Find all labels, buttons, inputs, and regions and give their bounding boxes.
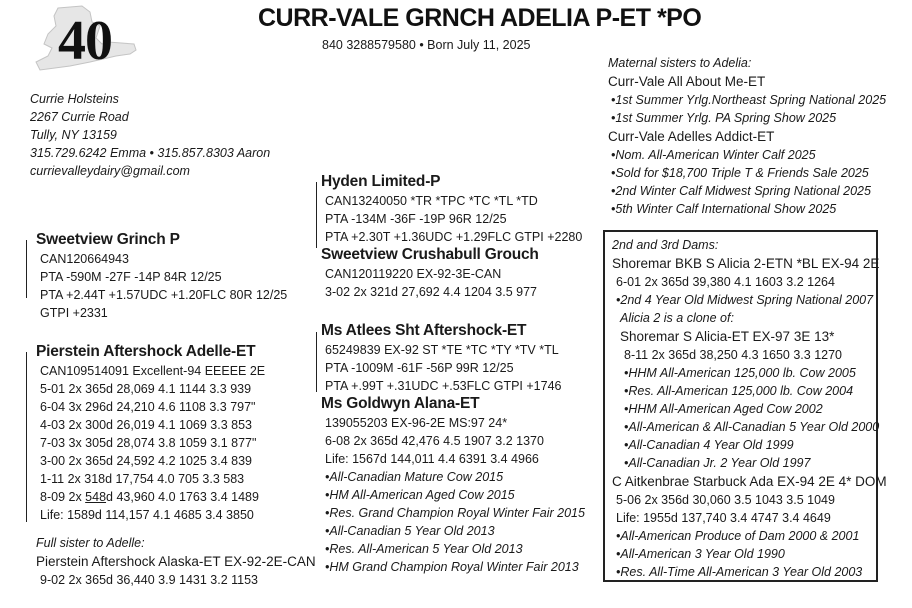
dam-record: 7-03 3x 305d 28,074 3.8 1059 3.1 877"	[40, 436, 257, 450]
clone-award: •Res. All-American 125,000 lb. Cow 2004	[624, 384, 854, 398]
dam-record: 3-00 2x 365d 24,592 4.2 1025 3.4 839	[40, 454, 252, 468]
sires-sire-reg: CAN13240050 *TR *TPC *TC *TL *TD	[325, 194, 538, 208]
page-title: CURR-VALE GRNCH ADELIA P-ET *PO	[258, 4, 702, 32]
sire-reg: CAN120664943	[40, 252, 129, 266]
clone-award: •All-Canadian Jr. 2 Year Old 1997	[624, 456, 811, 470]
sister-1-name: Curr-Vale All About Me-ET	[608, 74, 766, 89]
full-sister-block	[36, 534, 316, 589]
clone-award: •HHM All-American Aged Cow 2002	[624, 402, 823, 416]
sister-2-award: •Sold for $18,700 Triple T & Friends Sale 2025	[611, 166, 869, 180]
dams-dam-reg: 139055203 EX-96-2E MS:97 24*	[325, 416, 508, 430]
dams-dam-award: •All-Canadian 5 Year Old 2013	[325, 524, 495, 538]
sires-dam-block	[321, 245, 539, 301]
second-third-dams	[612, 236, 887, 581]
registration-birth-date: 840 3288579580 • Born July 11, 2025	[322, 38, 531, 52]
clone-note: Alicia 2 is a clone of:	[620, 311, 734, 325]
dams-dam-record: 6-08 2x 365d 42,476 4.5 1907 3.2 1370	[325, 434, 544, 448]
dam-record: 1-11 2x 318d 17,754 4.0 705 3.3 583	[40, 472, 245, 486]
sires-sire-block	[321, 172, 582, 246]
dam-block	[36, 342, 265, 524]
consignor-info	[30, 90, 270, 180]
full-sister-name: Pierstein Aftershock Alaska-ET EX-92-2E-CAN	[36, 554, 316, 569]
dams-dam-award: •HM All-American Aged Cow 2015	[325, 488, 515, 502]
third-dam-award: •All-American 3 Year Old 1990	[616, 547, 785, 561]
third-dam-record: 5-06 2x 356d 30,060 3.5 1043 3.5 1049	[616, 493, 835, 507]
sires-dam-reg: CAN120119220 EX-92-3E-CAN	[325, 267, 502, 281]
third-dam-award: •Res. All-Time All-American 3 Year Old 2003	[616, 565, 863, 579]
sires-sire-name: Hyden Limited-P	[321, 173, 441, 190]
clone-award: •All-Canadian 4 Year Old 1999	[624, 438, 794, 452]
third-dam-award: •All-American Produce of Dam 2000 & 2001	[616, 529, 860, 543]
second-dam-name: Shoremar BKB S Alicia 2-ETN *BL EX-94 2E	[612, 256, 880, 271]
sire-pta: PTA -590M -27F -14P 84R 12/25	[40, 270, 222, 284]
dams-dam-name: Ms Goldwyn Alana-ET	[321, 395, 480, 412]
dams-dam-award: •Res. All-American 5 Year Old 2013	[325, 542, 523, 556]
clone-record: 8-11 2x 365d 38,250 4.3 1650 3.3 1270	[624, 348, 843, 362]
sister-2-award: •2nd Winter Calf Midwest Spring National 2025	[611, 184, 871, 198]
sires-sire-pta: PTA -134M -36F -19P 96R 12/25	[325, 212, 507, 226]
sister-1-award: •1st Summer Yrlg. PA Spring Show 2025	[611, 111, 837, 125]
dam-record-days: 548	[85, 490, 107, 504]
dams-dam-award: •All-Canadian Mature Cow 2015	[325, 470, 504, 484]
sister-2-award: •Nom. All-American Winter Calf 2025	[611, 148, 816, 162]
sire-pta-type: PTA +2.44T +1.57UDC +1.20FLC 80R 12/25	[40, 288, 288, 302]
consignor-street: 2267 Currie Road	[30, 110, 129, 124]
consignor-city: Tully, NY 13159	[30, 128, 117, 142]
dams-dam-award: •HM Grand Champion Royal Winter Fair 2013	[325, 560, 579, 574]
sire-block	[36, 230, 287, 322]
full-sister-record: 9-02 2x 365d 36,440 3.9 1431 3.2 1153	[40, 573, 259, 587]
sires-dam-name: Sweetview Crushabull Grouch	[321, 246, 539, 263]
pedigree-line	[26, 240, 27, 298]
dams-sire-reg: 65249839 EX-92 ST *TE *TC *TY *TV *TL	[325, 343, 559, 357]
sister-2-award: •5th Winter Calf International Show 2025	[611, 202, 837, 216]
dam-record: 4-03 2x 300d 26,019 4.1 1069 3.3 853	[40, 418, 252, 432]
pedigree-line	[26, 352, 27, 522]
sire-name: Sweetview Grinch P	[36, 231, 180, 248]
dam-name: Pierstein Aftershock Adelle-ET	[36, 343, 256, 360]
maternal-heading: Maternal sisters to Adelia:	[608, 56, 752, 70]
dam-lifetime: Life: 1589d 114,157 4.1 4685 3.4 3850	[40, 508, 254, 522]
consignor-email: currievalleydairy@gmail.com	[30, 164, 190, 178]
dam-record	[36, 488, 265, 506]
dam-record: 5-01 2x 365d 28,069 4.1 1144 3.3 939	[40, 382, 252, 396]
dams-sire-block	[321, 321, 561, 395]
dams-dam-lifetime: Life: 1567d 144,011 4.4 6391 3.4 4966	[325, 452, 539, 466]
second-dam-award: •2nd 4 Year Old Midwest Spring National 2007	[616, 293, 874, 307]
full-sister-heading: Full sister to Adelle:	[36, 536, 145, 550]
pedigree-line	[316, 182, 317, 248]
sister-1-award: •1st Summer Yrlg.Northeast Spring National 2025	[611, 93, 887, 107]
sire-gtpi: GTPI +2331	[40, 306, 108, 320]
lot-number: 40	[58, 10, 112, 72]
sister-2-name: Curr-Vale Adelles Addict-ET	[608, 129, 775, 144]
dams-dam-block	[321, 394, 585, 576]
dams-sire-name: Ms Atlees Sht Aftershock-ET	[321, 322, 527, 339]
pedigree-line	[316, 332, 317, 392]
dam-reg: CAN109514091 Excellent-94 EEEEE 2E	[40, 364, 266, 378]
dams-dam-award: •Res. Grand Champion Royal Winter Fair 2015	[325, 506, 585, 520]
dam-record: 6-04 3x 296d 24,210 4.6 1108 3.3 797"	[40, 400, 256, 414]
second-dam-record: 6-01 2x 365d 39,380 4.1 1603 3.2 1264	[616, 275, 835, 289]
dam-record-part: 8-09 2x	[40, 490, 86, 504]
third-dam-name: C Aitkenbrae Starbuck Ada EX-94 2E 4* DOM	[612, 474, 887, 489]
consignor-phones: 315.729.6242 Emma • 315.857.8303 Aaron	[30, 146, 271, 160]
sires-dam-record: 3-02 2x 321d 27,692 4.4 1204 3.5 977	[325, 285, 537, 299]
third-dam-lifetime: Life: 1955d 137,740 3.4 4747 3.4 4649	[616, 511, 831, 525]
maternal-sisters	[608, 54, 886, 218]
clone-award: •All-American & All-Canadian 5 Year Old 2000	[624, 420, 880, 434]
clone-name: Shoremar S Alicia-ET EX-97 3E 13*	[620, 329, 835, 344]
consignor-name: Currie Holsteins	[30, 92, 119, 106]
dams-heading: 2nd and 3rd Dams:	[612, 238, 719, 252]
clone-award: •HHM All-American 125,000 lb. Cow 2005	[624, 366, 856, 380]
sires-sire-pta-type: PTA +2.30T +1.36UDC +1.29FLC GTPI +2280	[325, 230, 583, 244]
dams-sire-pta: PTA -1009M -61F -56P 99R 12/25	[325, 361, 514, 375]
dams-sire-pta-type: PTA +.99T +.31UDC +.53FLC GTPI +1746	[325, 379, 562, 393]
dam-record-part: d 43,960 4.0 1763 3.4 1489	[106, 490, 259, 504]
